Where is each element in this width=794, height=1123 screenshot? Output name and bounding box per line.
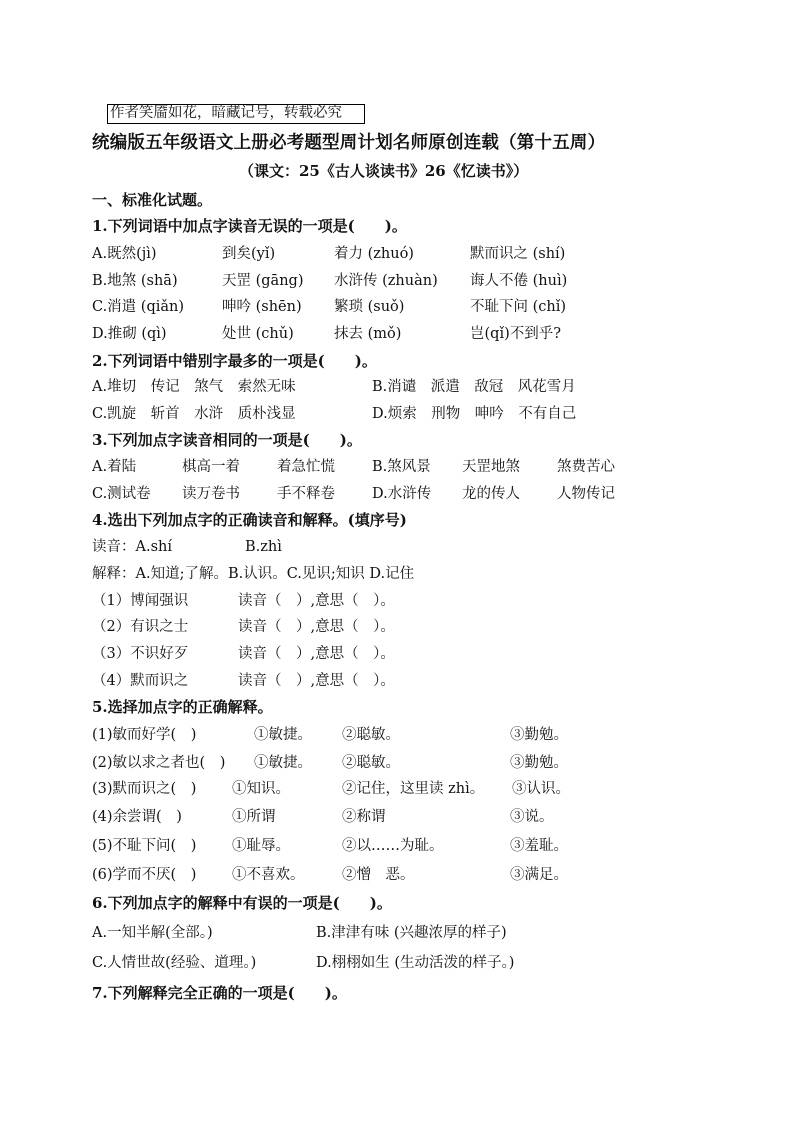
row-item: (1)敏而好学( ) [92, 727, 197, 743]
section-heading: 一、标准化试题。 [92, 191, 213, 209]
item-blanks: 读音（ ）,意思（ ）。 [238, 593, 395, 609]
question-1-stem: 1.下列词语中加点字读音无误的一项是( )。 [92, 217, 407, 235]
option-cell: 棋高一着 [182, 459, 240, 475]
option-cell: 默而识之 (shí) [470, 246, 566, 262]
option-cell: 诲人不倦 (huì) [470, 273, 568, 289]
row-choice: ①敏捷。 [254, 755, 312, 771]
question-2-stem: 2.下列词语中错别字最多的一项是( )。 [92, 352, 377, 370]
row-choice: ①耻辱。 [232, 838, 290, 854]
option-cell: C.人情世故(经验、道理。) [92, 955, 257, 971]
item-blanks: 读音（ ）,意思（ ）。 [238, 619, 395, 635]
row-choice: ①知识。 [232, 781, 290, 797]
option-cell: B.津津有味 (兴趣浓厚的样子) [316, 925, 507, 941]
option-cell: 煞费苦心 [557, 459, 615, 475]
row-choice: ②憎 恶。 [342, 867, 415, 883]
watermark-text: 作者笑靥如花，暗藏记号，转载必究 [110, 105, 342, 121]
option-cell: 处世 (chǔ) [222, 326, 294, 342]
option-cell: A.一知半解(全部。) [92, 925, 213, 941]
row-item: (3)默而识之( ) [92, 781, 197, 797]
option-cell: D.水浒传 [372, 486, 432, 502]
item-word: （4）默而识之 [92, 673, 189, 689]
option-cell: C.测试卷 [92, 486, 151, 502]
option-cell: 人物传记 [557, 486, 615, 502]
option-cell: 岂(qǐ)不到乎? [470, 326, 562, 342]
meaning-options: 解释：A.知道;了解。B.认识。C.见识;知识 D.记住 [92, 566, 415, 582]
option-cell: 手不释卷 [277, 486, 335, 502]
question-4-stem: 4.选出下列加点字的正确读音和解释。(填序号) [92, 511, 407, 529]
item-word: （1）博闻强识 [92, 593, 189, 609]
row-choice: ①敏捷。 [254, 727, 312, 743]
row-choice: ③认识。 [512, 781, 570, 797]
row-choice: ②记住，这里读 zhì。 [342, 781, 485, 797]
row-item: (4)余尝谓( ) [92, 809, 182, 825]
option-cell: 不耻下问 (chǐ) [470, 299, 567, 315]
option-cell: 着力 (zhuó) [334, 246, 414, 262]
option-cell: 繁琐 (suǒ) [334, 299, 405, 315]
row-item: (2)敏以求之者也( ) [92, 755, 226, 771]
option-cell: B.消谴 派遣 敌冠 风花雪月 [372, 379, 576, 395]
option-cell: C.消遣 (qiǎn) [92, 299, 185, 315]
row-choice: ③羞耻。 [510, 838, 568, 854]
option-cell: 龙的传人 [462, 486, 520, 502]
question-7-stem: 7.下列解释完全正确的一项是( )。 [92, 984, 347, 1002]
option-cell: 水浒传 (zhuàn) [334, 273, 438, 289]
item-blanks: 读音（ ）,意思（ ）。 [238, 646, 395, 662]
row-item: (5)不耻下问( ) [92, 838, 197, 854]
option-cell: 天罡地煞 [462, 459, 520, 475]
row-choice: ③说。 [510, 809, 554, 825]
row-choice: ②以……为耻。 [342, 838, 444, 854]
option-cell: D.推砌 (qì) [92, 326, 167, 342]
option-cell: A.既然(jì) [92, 246, 157, 262]
question-6-stem: 6.下列加点字的解释中有误的一项是( )。 [92, 894, 392, 912]
document-title: 统编版五年级语文上册必考题型周计划名师原创连载（第十五周） [92, 133, 606, 153]
row-item: (6)学而不厌( ) [92, 867, 197, 883]
option-cell: 抹去 (mǒ) [334, 326, 402, 342]
question-5-stem: 5.选择加点字的正确解释。 [92, 698, 273, 716]
reading-options: 读音：A.shí [92, 539, 172, 555]
row-choice: ②聪敏。 [342, 727, 400, 743]
row-choice: ③满足。 [510, 867, 568, 883]
option-cell: 天罡 (gāng) [222, 273, 304, 289]
option-cell: 读万卷书 [182, 486, 240, 502]
option-cell: 呻吟 (shēn) [222, 299, 302, 315]
option-cell: B.煞风景 [372, 459, 431, 475]
option-cell: B.地煞 (shā) [92, 273, 178, 289]
row-choice: ①所谓 [232, 809, 276, 825]
document-subtitle: （课文：25《古人谈读书》26《忆读书》） [239, 162, 529, 180]
item-blanks: 读音（ ）,意思（ ）。 [238, 673, 395, 689]
option-cell: D.烦索 刑物 呻吟 不有自己 [372, 406, 577, 422]
option-cell: 到矣(yǐ) [222, 246, 276, 262]
item-word: （2）有识之士 [92, 619, 189, 635]
option-cell: D.栩栩如生 (生动活泼的样子。) [316, 955, 515, 971]
row-choice: ②称谓 [342, 809, 386, 825]
item-word: （3）不识好歹 [92, 646, 189, 662]
row-choice: ②聪敏。 [342, 755, 400, 771]
option-cell: C.凯旋 斩首 水浒 质朴浅显 [92, 406, 296, 422]
row-choice: ③勤勉。 [510, 755, 568, 771]
option-cell: A.着陆 [92, 459, 137, 475]
question-3-stem: 3.下列加点字读音相同的一项是( )。 [92, 431, 362, 449]
reading-option-b: B.zhì [245, 539, 282, 555]
option-cell: 着急忙慌 [277, 459, 335, 475]
row-choice: ①不喜欢。 [232, 867, 305, 883]
option-cell: A.堆切 传记 煞气 索然无味 [92, 379, 296, 395]
row-choice: ③勤勉。 [510, 727, 568, 743]
